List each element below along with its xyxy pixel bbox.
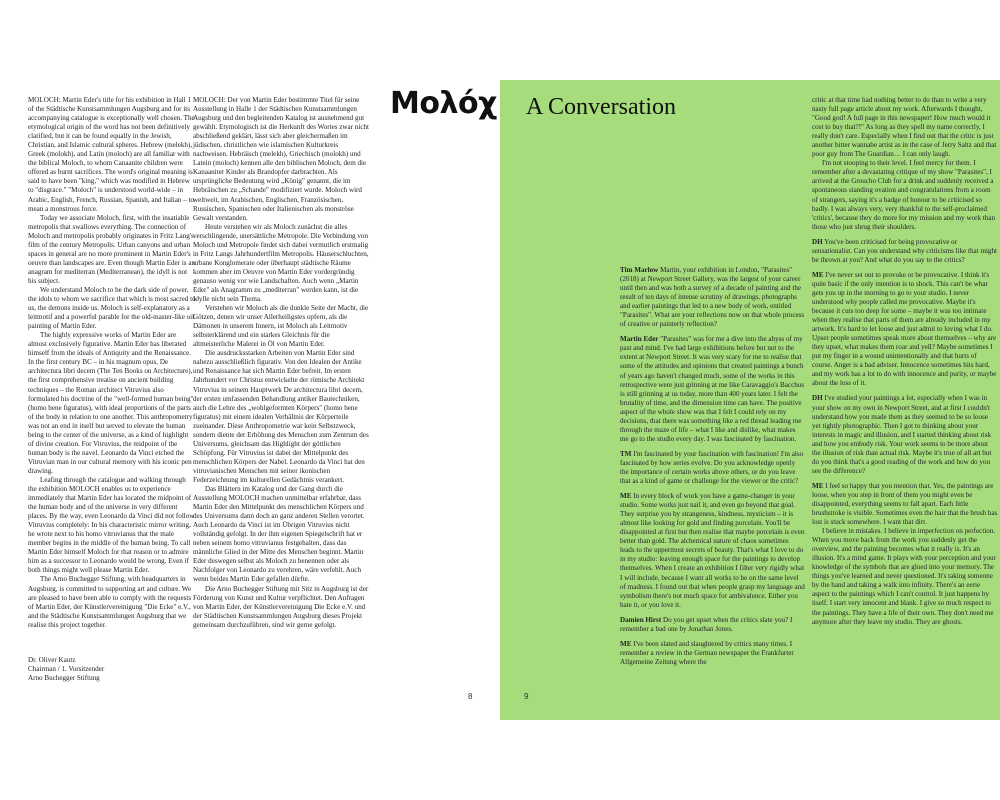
english-foreword (28, 96, 196, 683)
dialogue-text: critic at that time had nothing better to do than to write a very nasty full page article about my work. Afterwards I thought, "Good god! A full page in this newspaper! How much would it cost to buy that?!" As long as they spell my name correctly, I really don't care. Especially when I find out that the critic is just another bitter wannabe artist as in the case of Jerry Saltz and that poor guy from The Guardian… I can only laugh. (812, 96, 997, 159)
dialogue-entry (812, 271, 998, 389)
dialogue-entry (812, 527, 998, 627)
dialogue-entry (620, 335, 805, 444)
dialogue-text: You've been criticised for being provocative or sensationalist. Can you understand why criticisms like that might be thrown at you? And what do you say to the critics? (812, 237, 998, 264)
dialogue-entry (812, 394, 998, 475)
conversation-column-2 (812, 96, 998, 627)
dialogue-text: I've never set out to provoke or be provocative. I think it's quite basic if the only intention is to shock. This can't be what gets you up in the morning to go to your studio. I never understood why people called me provocative. Maybe it's because it cuts too deep for some – maybe it was too intimate when they realise that parts of them are already included in my artwork. It's hard to let loose and just admit to loving what I do. Upset people sometimes speak more about themselves – why are they upset, what makes them roar and yell? Maybe sometimes I put my finger in a wound unintentionally and that hurts of course. Anger is a bad adviser. Innocence sometimes hits hard, and my work has a lot to do with innocence and purity, or maybe about the loss of it. (812, 270, 997, 388)
dialogue-entry (812, 96, 998, 159)
speaker-name: DH (812, 237, 823, 246)
speaker-name: Damien Hirst (620, 615, 662, 624)
moloch-logo: Μολόχ (390, 86, 497, 121)
german-paragraph: Heute verstehen wir als Moloch zunächst die alles verschlingende, unersättliche Metropole. Die Verbindung von Moloch und Metropole findet sich dabei vermutlich erstmalig in Fritz Langs Jahrhundertfilm Metropolis. Häuserschluchten, urbane Konglomerate oder überhaupt städtische Räume kommen aber im Oeuvre von Martin Eder vordergründig genauso wenig vor wie Landschaften. Auch wenn „Martin Eder" als Anagramm zu „mediterran" werden kann, ist die Idylle nicht sein Thema. (193, 222, 369, 304)
dialogue-entry (620, 450, 805, 486)
dialogue-text: I've studied your paintings a lot, especially when I was in your show on my own in Newport Street, and at first I couldn't understand how you made them as they seemed to be so loose yet tightly photographic. Then I got to thinking about your interests in magic and illusion, and I started thinking about risk and how you embody risk. Your work seems to be more about the illusion of risk than actual risk. Maybe it's true of all art but do you think that's a good reading of the work and how do you see the difference? (812, 394, 992, 475)
german-paragraph: Das Blättern im Katalog und der Gang durch die Ausstellung MOLOCH machen unmittelbar erfahrbar, dass Martin Eder den Mittelpunkt des menschlichen Körpers und des Universums dann doch an ganz anderen Stellen verortet. Auch Leonardo da Vinci ist im Übrigen Vitruvius nicht vollständig gefolgt. In der ihm eigenen Spiegelschrift hat er neben seinem homo vitruvianus festgehalten, dass das männliche Glied in der Mitte des Menschen beginnt. Martin Eder deswegen selbst als Moloch zu benennen oder als Nachfolger von Leonardo zu verehren, wäre verfehlt. Auch wenn beides Martin Eder gefallen dürfte. (193, 485, 365, 584)
english-paragraph: Leafing through the catalogue and walking through the exhibition MOLOCH enables us to experience immediately that Martin Eder has located the midpoint of the human body and of the universe in very different places. By the way, even Leonardo da Vinci did not follow Vitruvius completely: In his characteristic mirror writing, he wrote next to his homo vitruvianus that the male member begins in the middle of the human being. To call Martin Eder himself Moloch for that reason or to admire him as a successor to Leonardo would be wrong. Even if both things might well please Martin Eder. (28, 475, 195, 575)
dialogue-entry (620, 492, 805, 610)
speaker-name: ME (812, 481, 824, 490)
english-paragraph: MOLOCH: Martin Eder's title for his exhibition in Hall 1 of the Städtische Kunstsammlungen Augsburg and for its accompanying catalogue is exceptionally well chosen. The etymological origin of the word has not been definitively clarified, but it can be found equally in the Jewish, Christian, and Islamic cultural spheres. Hebrew (melekh), Greek (molokh), and Latin (moloch) are all familiar with the biblical Moloch, to whom Canaanite children were offered as burnt sacrifices. The word's original meaning is said to have been "king," which was modified in Hebrew to "disgrace." "Moloch" is understood world-wide – in Arabic, English, French, Russian, Spanish, and Italian – to mean a monstrous force. (28, 96, 195, 213)
dialogue-text: I've been slated and slaughtered by critics many times. I remember a review in the German newspaper the Frankfurter Allgemeine Zeitung where the (620, 639, 794, 666)
dialogue-text: Martin, your exhibition in London, "Parasites" (2018) at Newport Street Gallery, was the largest of your career until then and was both a survey of a decade of painting and the result of ten days of intense scrutiny of drawings, photographs and earlier paintings that led to a new body of work, entitled "Parasites". What are your reflections now on that whole process of creative or painterly reflection? (620, 266, 805, 329)
dialogue-entry (812, 159, 998, 231)
signature-block (28, 656, 196, 683)
dialogue-text: I feel so happy that you mention that. Yes, the paintings are loose, when you step in front of them you might even be disappointed, everything seems to fall apart. Each little brushstroke is visible. Sometimes even the hair that the brush has lost is stuck somewhere. I want that dirt. (812, 481, 998, 527)
english-paragraph: We understand Moloch to be the dark side of power, the idols to whom we sacrifice that which is most sacred to us, the demons inside us. Moloch is self-explanatory as a leitmotif and a powerful parable for the old-master-like oil painting of Martin Eder. (28, 285, 196, 331)
signature-org: Arno Buchegger Stiftung (28, 673, 100, 682)
dialogue-entry (620, 640, 805, 667)
speaker-name: ME (812, 270, 824, 279)
signature-name: Dr. Oliver Kautz (28, 655, 76, 664)
dialogue-entry (812, 238, 998, 265)
english-paragraph: The Arno Buchegger Stiftung, with headquarters in Augsburg, is committed to supporting art and culture. We are pleased to have been able to comply with the requests of Martin Eder, der Künstlervereinigung "Die Ecke" e.V., and the Städtische Kunstsammlungen Augsburg that we realise this project together. (28, 575, 192, 629)
english-paragraph: The highly expressive works of Martin Eder are almost exclusively figurative. Martin Eder has liberated himself from the ideals of Antiquity and the Renaissance. In the first century BC – in his magnum opus, De architectura libri decem (The Ten Books on Architecture), the first comprehensive treatise on ancient building techniques – the Roman architect Vitruvius also formulated his doctrine of the "well-formed human being" (homo bene figuratus), with ideal proportions of the parts of the body in relation to one another. This anthropometry was not an end in itself but served to elevate the human being to the center of the universe, as a kind of highlight of divine creation. For Vitruvius, the midpoint of the human body is the navel. Leonardo da Vinci etched the Vitruvian man in our cultural memory with his iconic pen drawing. (28, 331, 194, 475)
speaker-name: TM (620, 449, 632, 458)
german-paragraph: Verstehen wir Moloch als die dunkle Seite der Macht, die Götzen, denen wir unser Allerheiligstes opfern, als die Dämonen in unserem Innern, ist Moloch als Leitmotiv selbsterklärend und ein starkes Gleichnis für die altmeisterliche Malerei in Öl von Martin Eder. (193, 304, 369, 349)
dialogue-text: I'm not stooping to their level. I feel mercy for them. I remember after a devastating critique of my show "Parasites", I arrived at the Groucho Club for a drink and suddenly received a spontaneous standing ovation and congratulations from a room of strangers, saying it's a badge of honour to be criticised so badly. I was always very, very thankful to the self-proclaimed 'critics', because they do more for my mission and my work than those who just shrug their shoulders. (812, 159, 996, 231)
speaker-name: ME (620, 639, 632, 648)
german-paragraph: MOLOCH: Der von Martin Eder bestimmte Titel für seine Ausstellung in Halle 1 der Städtischen Kunstsammlungen Augsburg und den begleitenden Katalog ist ausnehmend gut gewählt. Etymologisch ist die Herkunft des Wortes zwar nicht abschließend geklärt, lässt sich aber gleichermaßen im jüdischen, christlichen wie islamischen Kulturkreis nachweisen. Hebräisch (melekh), Griechisch (molokh) und Latein (moloch) kennen alle den biblischen Moloch, dem die Kanaaniter Kinder als Brandopfer darbrachten. Als ursprüngliche Bedeutung wird „König" genannt, die im Hebräischen zu „Schande" modifiziert wurde. Moloch wird weltweit, im Arabischen, Englischen, Französischen, Russischen, Spanischen oder Italienischen als monströse Gewalt verstanden. (193, 96, 370, 222)
page-number-right: 9 (524, 692, 529, 701)
signature-role: Chairman / 1. Vorsitzender (28, 664, 105, 673)
speaker-name: DH (812, 394, 823, 403)
german-paragraph: Die Arno Buchegger Stiftung mit Sitz in Augsburg ist der Förderung von Kunst und Kultur verpflichtet. Den Anfragen von Martin Eder, der Künstlervereinigung Die Ecke e.V. und der Städtischen Kunstsammlungen Augsburg dieses Projekt gemeinsam durchzuführen, sind wir gerne gefolgt. (193, 584, 369, 629)
german-foreword (193, 96, 369, 630)
dialogue-entry (620, 266, 805, 329)
dialogue-text: I'm fascinated by your fascination with fascination! I'm also fascinated by how series evolve. Do you acknowledge openly the importance of certain works above others, or do you leave that as a kind of game or challenge for the viewer or the critic? (620, 449, 804, 486)
dialogue-entry (620, 616, 805, 634)
german-paragraph: Die ausdrucksstarken Arbeiten von Martin Eder sind nahezu ausschließlich figurativ. Von den Idealen der Antike und Renaissance hat sich Martin Eder befreit. Im ersten Jahrhundert vor Christus entwickelte der römische Architekt Vitruvius in seinem Hauptwerk De architectura libri decem, der ersten umfassenden Behandlung antiker Bautechniken, auch die Lehre des „wohlgeformten Körpers" (homo bene figuratus) mit einem idealen Verhältnis der Körperteile zueinander. Diese Anthropometrie war kein Selbstzweck, sondern diente der Erhöhung des Menschen zum Zentrum des Universums, gleichsam das Highlight der göttlichen Schöpfung. Für Vitruvius ist dabei der Mittelpunkt des menschlichen Körpers der Nabel. Leonardo da Vinci hat den vitruvianischen Menschen mit seiner ikonischen Federzeichnung im kulturellen Gedächtnis verankert. (193, 349, 369, 484)
english-paragraph: Today we associate Moloch, first, with the insatiable metropolis that swallows everything. The connection of Moloch and metropolis probably originates in Fritz Lang's film of the century Metropolis. Urban canyons and urban spaces in general are no more prominent in Martin Eder's oeuvre than landscapes are. Even though Martin Eder is an anagram for mediterran (Mediterranean), the idyll is not his subject. (28, 213, 196, 285)
dialogue-entry (812, 482, 998, 527)
page-number-left: 8 (468, 692, 473, 701)
conversation-column-1 (620, 266, 805, 673)
speaker-name: Martin Eder (620, 335, 659, 344)
speaker-name: Tim Marlow (620, 266, 659, 274)
dialogue-text: Do you get upset when the critics slate you? I remember a bad one by Jonathan Jones. (620, 615, 793, 633)
speaker-name: ME (620, 492, 632, 501)
dialogue-text: I believe in mistakes. I believe in imperfection on perfection. When you move back from the work you suddenly get the overview, and the painting becomes what it really is. It's an illusion. It's a mind game. It plays with your perception and your knowledge of the symbols that are glued into your memory. The things you've learned and never questioned. It's taking someone by the hand and taking a walk into infinity. There's an eerie aspect to the paintings which I can't control. It just happens by itself. I start very innocent and blank. I give so much respect to the paintings. They have a life of their own. They don't need me anymore after they leave my studio. They are ghosts. (812, 527, 996, 626)
dialogue-text: "Parasites" was for me a dive into the abyss of my past and mind. I've had large exhibitions before but not to the extent at Newport Street. It was very scary for me to realise that some of the attitudes and opinions that created paintings a bunch of years ago haven't changed much, some of the works in this retrospective were just grinning at me like Caravaggio's Bacchus is still grinning at us today, more than 400 years later. I felt the brutality of time, and the dimension time can have. The positive aspect of the whole show was that I felt I could rely on my decisions, that there was something like a red thread leading me through the maze of life – what I like and dislike, what makes me go to the studio every day. I was fascinated by fascination. (620, 335, 805, 443)
dialogue-text: In every block of work you have a game-changer in your studio. Some works just nail it, and even go beyond that goal. They surprise you by strangeness, kindness, mysticism – it is almost like looking for gold and finding porcelain. You'll be disappointed at first but then realise that maybe porcelain is even better than gold. The alchemical nature of chaos sometimes leads to the uppermost secrets of beauty. That's what I love to do in my studio: leaving enough space for the paintings to develop themselves. When I create an exhibition I filter very rigidly what I will include, because I want all works to be on the same level of madness. I found out that when people grasp my language and symbolism there's not much space for ambivalence. Either you hate it, or you love it. (620, 492, 805, 609)
conversation-title: A Conversation (526, 94, 676, 120)
